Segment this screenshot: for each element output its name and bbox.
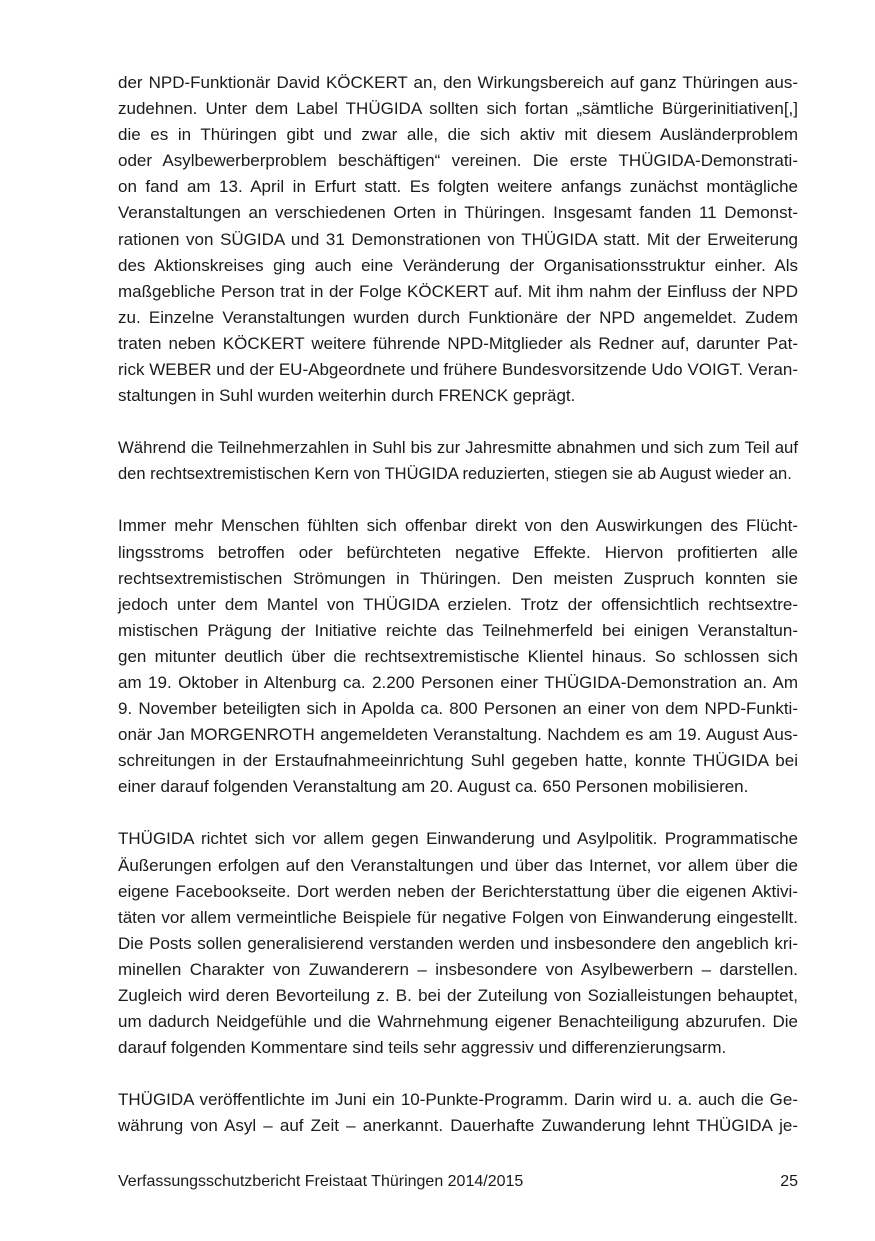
- text-line: jedoch unter dem Mantel von THÜGIDA erzielen. Trotz der offensichtlich rechtsextre-: [118, 594, 798, 614]
- text-line: darauf folgenden Kommentare sind teils sehr aggressiv und differenzierungsarm.: [118, 1038, 727, 1058]
- text-line: des Aktionskreises ging auch eine Veränderung der Organisationsstruktur einher. Als: [118, 255, 798, 275]
- text-line: rationen von SÜGIDA und 31 Demonstrationen von THÜGIDA statt. Mit der Erweiterung: [118, 229, 798, 249]
- text-line: zu. Einzelne Veranstaltungen wurden durch Funktionäre der NPD angemeldet. Zudem: [118, 307, 798, 327]
- text-line: gen mitunter deutlich über die rechtsextremistische Klientel hinaus. So schlossen sich: [118, 646, 798, 666]
- text-line: on fand am 13. April in Erfurt statt. Es folgten weitere anfangs zunächst montägliche: [118, 177, 798, 197]
- text-line: währung von Asyl – auf Zeit – anerkannt. Dauerhafte Zuwanderung lehnt THÜGIDA je-: [118, 1116, 798, 1136]
- text-line: täten vor allem vermeintliche Beispiele für negative Folgen von Einwanderung eingestellt.: [118, 907, 798, 927]
- text-line: Veranstaltungen an verschiedenen Orten in Thüringen. Insgesamt fanden 11 Demonst-: [118, 203, 798, 223]
- footer-title: Verfassungsschutzbericht Freistaat Thüringen 2014/2015: [118, 1173, 524, 1190]
- text-line: schreitungen in der Erstaufnahmeeinrichtung Suhl gegeben hatte, konnte THÜGIDA bei: [118, 751, 798, 771]
- text-line: eigene Facebookseite. Dort werden neben der Berichterstattung über die eigenen Aktivi-: [118, 881, 798, 901]
- text-line: einer darauf folgenden Veranstaltung am 20. August ca. 650 Personen mobilisieren.: [118, 777, 749, 797]
- text-line: THÜGIDA richtet sich vor allem gegen Einwanderung und Asylpolitik. Programmatische: [118, 829, 798, 849]
- text-line: der NPD-Funktionär David KÖCKERT an, den Wirkungsbereich auf ganz Thüringen aus-: [118, 73, 798, 92]
- text-line: die es in Thüringen gibt und zwar alle, die sich aktiv mit diesem Ausländerproblem: [118, 125, 798, 145]
- text-line: minellen Charakter von Zuwanderern – insbesondere von Asylbewerbern – darstellen.: [118, 959, 798, 979]
- text-line: staltungen in Suhl wurden weiterhin durch FRENCK geprägt.: [118, 386, 576, 406]
- text-line: lingsstroms betroffen oder befürchteten negative Effekte. Hiervon profitierten alle: [118, 542, 798, 562]
- text-line: Immer mehr Menschen fühlten sich offenbar direkt von den Auswirkungen des Flücht-: [118, 516, 798, 536]
- paragraph: [118, 826, 798, 1061]
- text-line: Äußerungen erfolgen auf den Veranstaltungen und über das Internet, vor allem über die: [118, 855, 798, 875]
- text-line: rick WEBER und der EU-Abgeordnete und frühere Bundesvorsitzende Udo VOIGT. Veran-: [118, 360, 798, 380]
- text-line: den rechtsextremistischen Kern von THÜGIDA reduzierten, stiegen sie ab August wieder an.: [118, 465, 792, 484]
- text-line: onär Jan MORGENROTH angemeldeten Veranstaltung. Nachdem es am 19. August Aus-: [118, 725, 798, 745]
- text-line: traten neben KÖCKERT weitere führende NPD-Mitglieder als Redner auf, darunter Pat-: [118, 333, 798, 353]
- paragraph: [118, 435, 798, 487]
- paragraph: [118, 1087, 798, 1139]
- paragraph: [118, 513, 798, 800]
- text-line: maßgebliche Person trat in der Folge KÖCKERT auf. Mit ihm nahm der Einfluss der NPD: [118, 281, 798, 301]
- text-line: am 19. Oktober in Altenburg ca. 2.200 Personen einer THÜGIDA-Demonstration an. Am: [118, 672, 798, 692]
- text-line: Die Posts sollen generalisierend verstanden werden und insbesondere den angeblich kri-: [118, 933, 798, 953]
- text-line: THÜGIDA veröffentlichte im Juni ein 10-Punkte-Programm. Darin wird u. a. auch die Ge-: [118, 1090, 798, 1110]
- text-line: 9. November beteiligten sich in Apolda ca. 800 Personen an einer von dem NPD-Funkti-: [118, 699, 798, 719]
- paragraph: [118, 70, 798, 409]
- text-line: mistischen Prägung der Initiative reichte das Teilnehmerfeld bei einigen Veranstaltun-: [118, 620, 798, 640]
- text-line: um dadurch Neidgefühle und die Wahrnehmung eigener Benachteiligung abzurufen. Die: [118, 1012, 798, 1032]
- text-line: Zugleich wird deren Bevorteilung z. B. bei der Zuteilung von Sozialleistungen behauptet,: [118, 986, 798, 1005]
- text-line: zudehnen. Unter dem Label THÜGIDA sollten sich fortan „sämtliche Bürgerinitiativen[,]: [118, 99, 798, 119]
- page-footer: [118, 1170, 798, 1194]
- text-line: Während die Teilnehmerzahlen in Suhl bis zur Jahresmitte abnahmen und sich zum Teil auf: [118, 438, 798, 458]
- text-line: rechtsextremistischen Strömungen in Thüringen. Den meisten Zuspruch konnten sie: [118, 568, 798, 588]
- page-number: 25: [780, 1173, 798, 1190]
- page-body: [118, 70, 798, 1165]
- text-line: oder Asylbewerberproblem beschäftigen“ vereinen. Die erste THÜGIDA-Demonstrati-: [118, 151, 798, 171]
